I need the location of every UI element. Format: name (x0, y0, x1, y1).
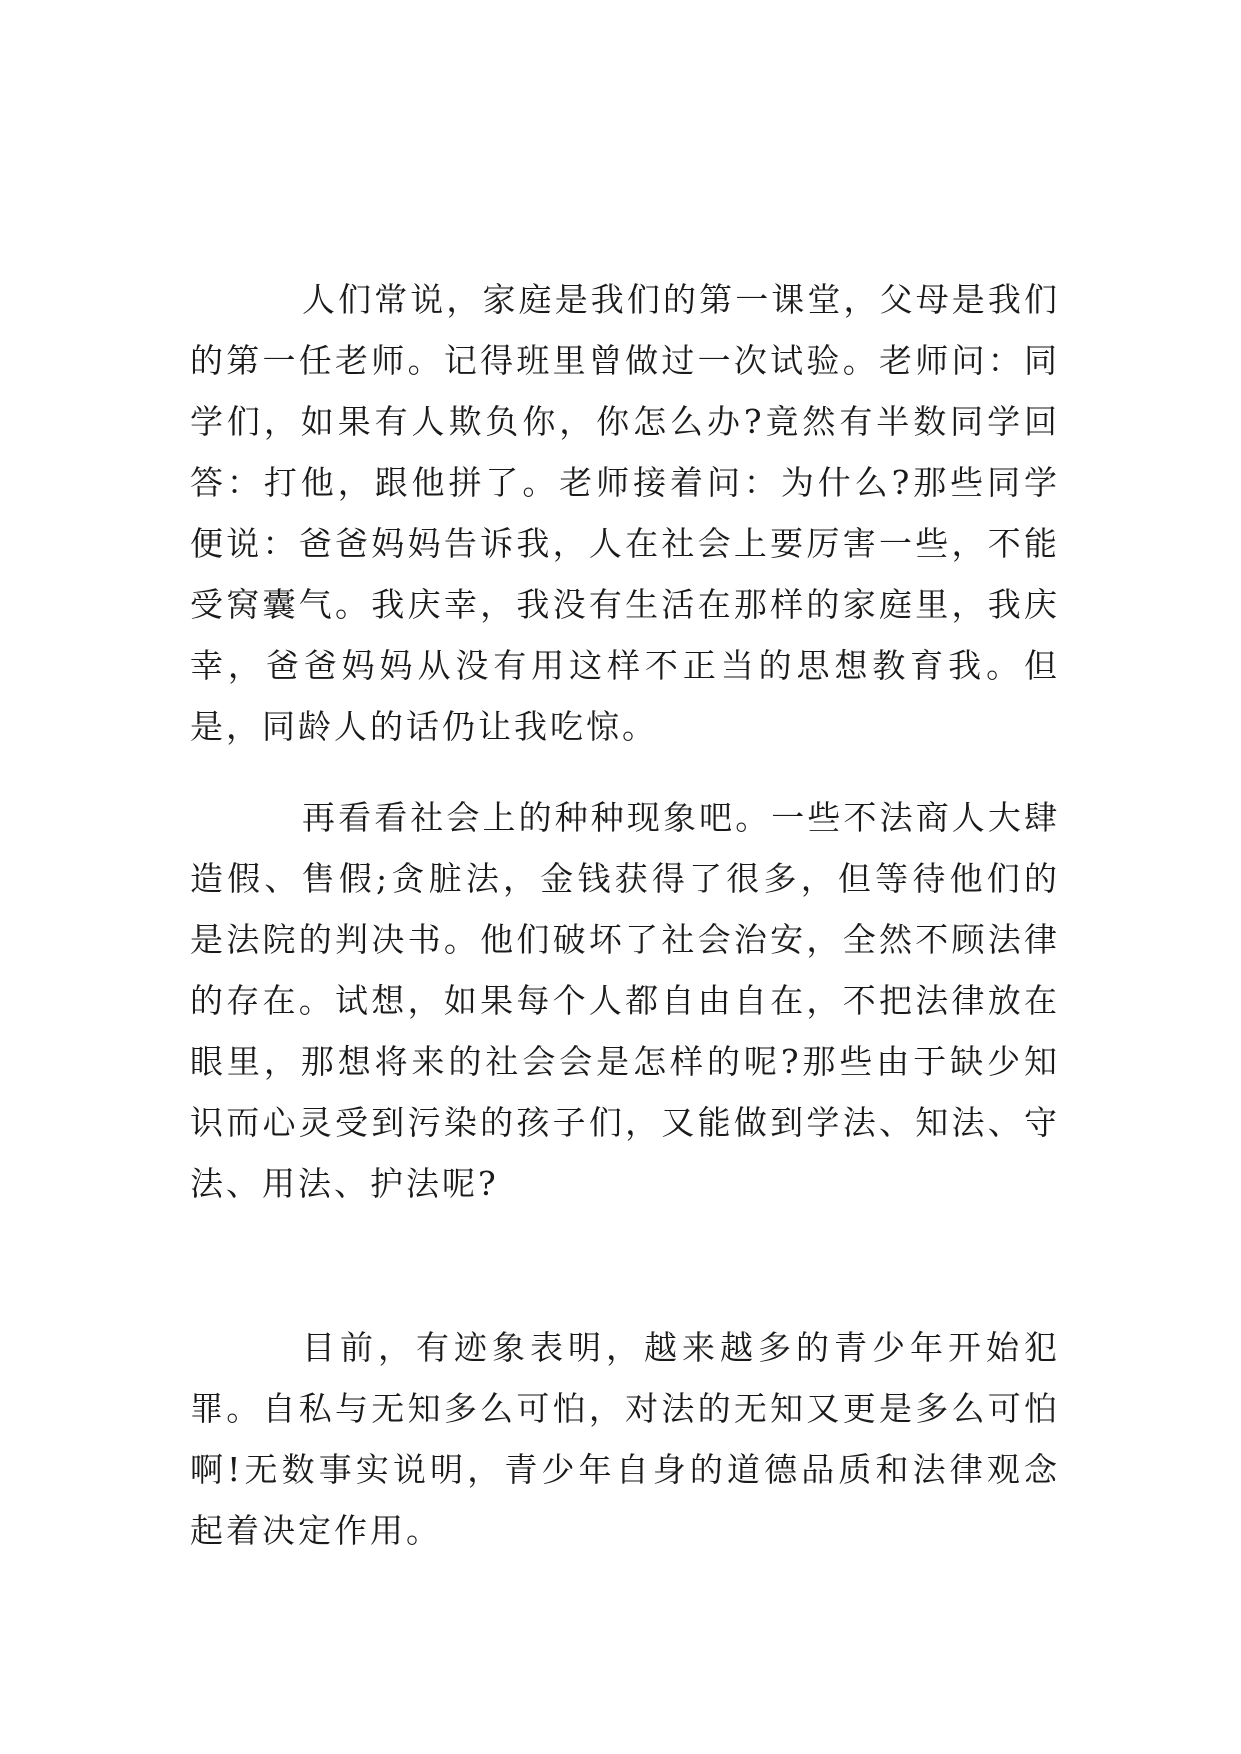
paragraph-family-education: 人们常说，家庭是我们的第一课堂，父母是我们的第一任老师。记得班里曾做过一次试验。老师问：同学们，如果有人欺负你，你怎么办?竟然有半数同学回答：打他，跟他拼了。老师接着问：为什么?那些同学便说：爸爸妈妈告诉我，人在社会上要厉害一些，不能受窝囊气。我庆幸，我没有生活在那样的家庭里，我庆幸，爸爸妈妈从没有用这样不正当的思想教育我。但是，同龄人的话仍让我吃惊。 (190, 280, 1060, 746)
paragraph-social-phenomena: 再看看社会上的种种现象吧。一些不法商人大肆造假、售假;贪脏法，金钱获得了很多，但等待他们的是法院的判决书。他们破坏了社会治安，全然不顾法律的存在。试想，如果每个人都自由自在，不把法律放在眼里，那想将来的社会会是怎样的呢?那些由于缺少知识而心灵受到污染的孩子们，又能做到学法、知法、守法、用法、护法呢? (190, 798, 1060, 1203)
paragraph-youth-crime: 目前，有迹象表明，越来越多的青少年开始犯罪。自私与无知多么可怕，对法的无知又更是多么可怕啊!无数事实说明，青少年自身的道德品质和法律观念起着决定作用。 (190, 1328, 1060, 1550)
